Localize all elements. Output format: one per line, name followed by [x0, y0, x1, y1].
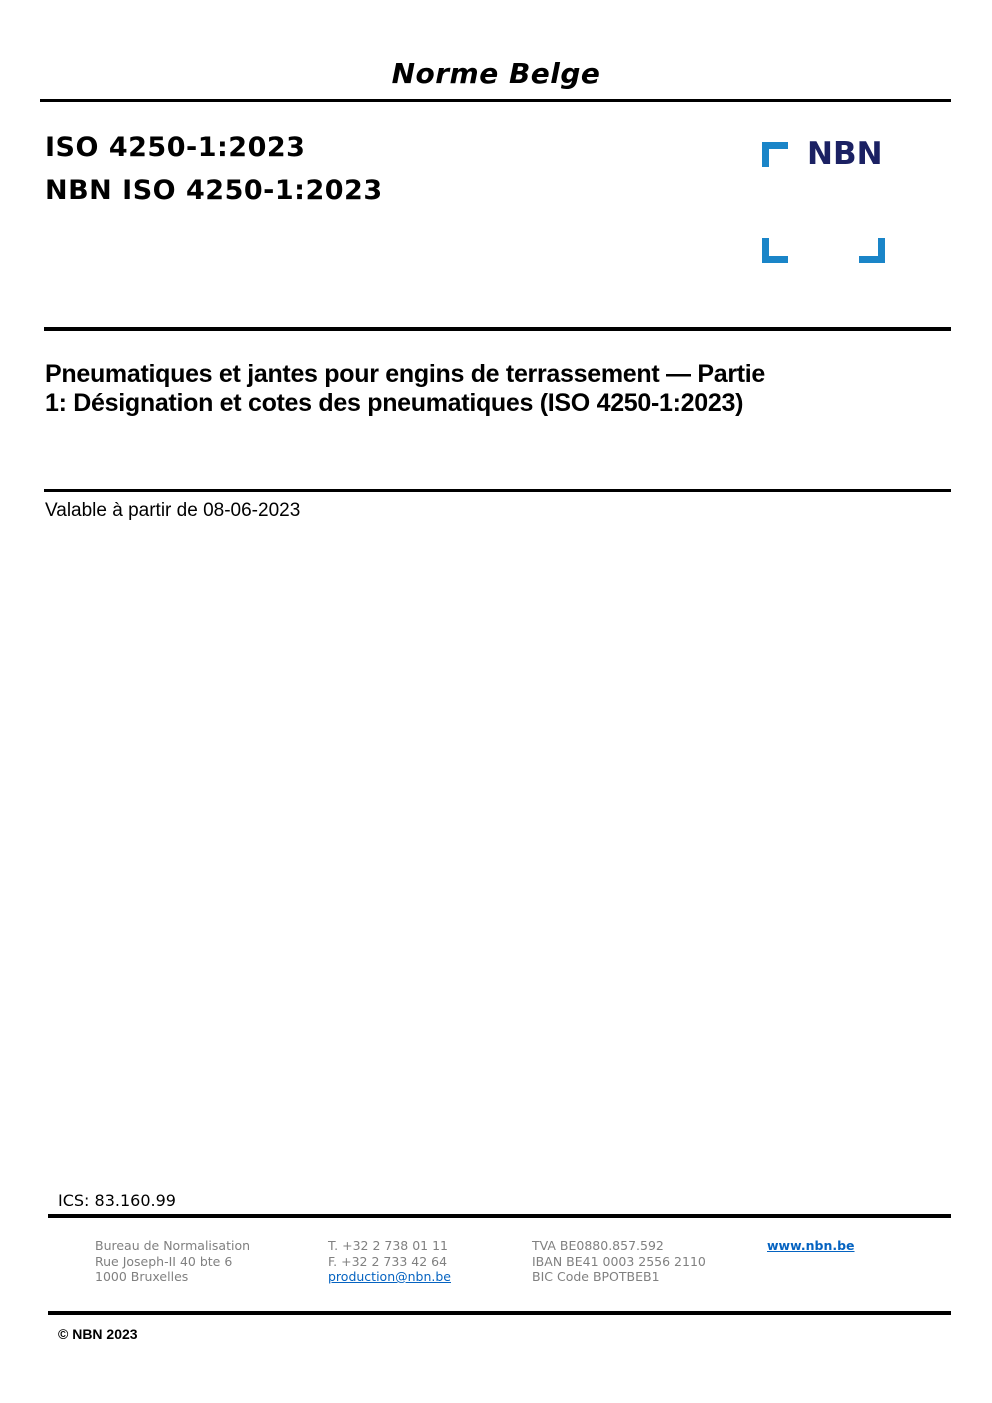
title-rule-above [44, 327, 951, 331]
document-title-line-1: Pneumatiques et jantes pour engins de terrassement — Partie [45, 360, 766, 388]
footer-rule-bottom [48, 1311, 951, 1315]
footer-address-line: 1000 Bruxelles [95, 1269, 189, 1284]
validity-date: Valable à partir de 08-06-2023 [45, 500, 301, 521]
nbn-logo [762, 136, 886, 263]
validity-rule [44, 489, 951, 492]
document-title-line-2: 1: Désignation et cotes des pneumatiques (ISO 4250-1:2023) [45, 389, 744, 417]
footer-address-line: Rue Joseph-II 40 bte 6 [95, 1253, 233, 1269]
logo-bracket-bottom-right-icon [859, 238, 885, 263]
footer-phone: T. +32 2 738 01 11 [328, 1238, 448, 1253]
footer-bank-info [532, 1238, 706, 1285]
footer-tva: TVA BE0880.857.592 [532, 1238, 664, 1253]
footer-rule-top [48, 1214, 951, 1218]
footer-email-link[interactable]: production@nbn.be [328, 1269, 451, 1284]
footer-address-line: Bureau de Normalisation [95, 1238, 251, 1253]
footer-bic: BIC Code BPOTBEB1 [532, 1269, 660, 1284]
footer-website-link[interactable]: www.nbn.be [767, 1238, 855, 1253]
ics-code: ICS: 83.160.99 [58, 1191, 176, 1210]
top-rule [40, 99, 951, 102]
footer-contact [328, 1238, 451, 1285]
page-title: Norme Belge [391, 57, 601, 90]
logo-bracket-top-left-icon [762, 142, 788, 167]
footer-iban: IBAN BE41 0003 2556 2110 [532, 1253, 706, 1269]
document-title [45, 360, 905, 418]
footer-website [767, 1238, 855, 1254]
doc-number-nbn: NBN ISO 4250-1:2023 [45, 175, 383, 206]
footer-address [95, 1238, 250, 1285]
copyright-notice: © NBN 2023 [58, 1326, 138, 1342]
footer-fax: F. +32 2 733 42 64 [328, 1253, 448, 1269]
doc-number-iso: ISO 4250-1:2023 [45, 132, 306, 163]
nbn-logo-text: NBN [807, 136, 883, 172]
logo-bracket-bottom-left-icon [762, 238, 788, 263]
